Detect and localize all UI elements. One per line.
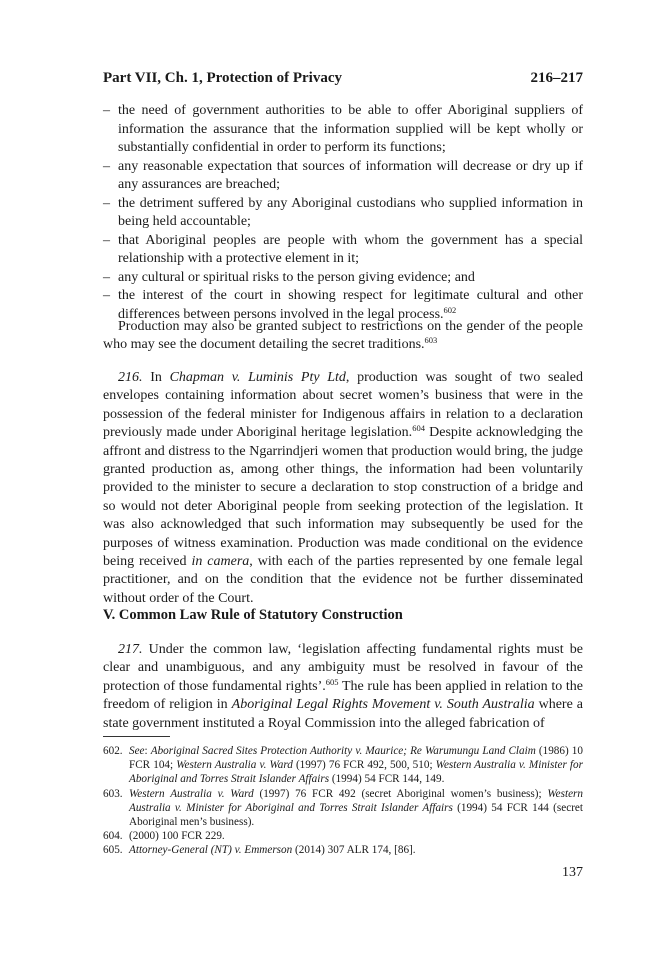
footnote-text: (2000) 100 FCR 229. xyxy=(129,830,225,843)
list-item xyxy=(103,102,583,158)
paragraph-text: , with each of the parties represented by one female legal practitioner, and on the condition that the evidence not be further disseminated without order of the Court. xyxy=(103,554,583,606)
factor-list xyxy=(103,102,583,324)
running-head-title: Part VII, Ch. 1, Protection of Privacy xyxy=(103,70,342,86)
case-name: Western Australia v. Minister for Aboriginal and Torres Strait Islander Affairs xyxy=(129,787,583,814)
footnote-604 xyxy=(103,829,583,843)
case-name: Western Australia v. Ward xyxy=(129,787,254,800)
footnote-text: : xyxy=(144,745,151,757)
footnotes xyxy=(103,744,583,858)
paragraph-number: 217. xyxy=(118,642,143,657)
footnote-text: (1994) 54 FCR 144 (secret Aboriginal men’s business). xyxy=(129,801,583,829)
footnote-separator xyxy=(103,736,170,737)
footnote-602 xyxy=(103,744,583,787)
paragraph-text: The rule has been applied in relation to the freedom of religion in xyxy=(103,678,584,713)
case-name: Aboriginal Legal Rights Movement v. South Australia xyxy=(231,697,535,713)
footnote-ref[interactable]: 603 xyxy=(424,335,438,346)
list-item-text: the detriment suffered by any Aboriginal custodians who supplied information in being held accountable; xyxy=(118,195,583,229)
list-dash: – xyxy=(103,288,110,303)
paragraph-text: Despite acknowledging the affront and distress to the Ngarrindjeri women that production would bring, the judge granted production as, among other things, the information had been voluntarily provided to the minister to secure a declaration to stop construction of a bridge and so would not deter Aboriginal people from seeking protection of the legislation. It was also acknowledged that such information may subsequently be used for the purposes of witness examination. Production was made conditional on the evidence being received xyxy=(103,425,583,570)
list-item xyxy=(103,195,583,232)
list-item-text: any cultural or spiritual risks to the person giving evidence; and xyxy=(118,269,475,285)
case-name: Western Australia v. Minister for Aboriginal and Torres Strait Islander Affairs xyxy=(129,759,583,786)
footnote-603 xyxy=(103,787,583,830)
running-head xyxy=(103,70,583,87)
footnote-ref[interactable]: 604 xyxy=(412,423,425,434)
footnote-number: 604. xyxy=(103,830,123,843)
list-item-text: the interest of the court in showing respect for legitimate cultural and other differences between persons involved in the legal process. xyxy=(118,288,583,322)
footnote-text: (1997) 76 FCR 492 (secret Aboriginal women’s business); xyxy=(253,787,548,800)
footnote-number: 605. xyxy=(103,844,123,857)
footnote-text: (1986) 10 FCR 104; xyxy=(129,745,583,772)
list-item-text: that Aboriginal peoples are people with whom the government has a special relationship with a protective element in it; xyxy=(118,232,583,266)
footnote-ref[interactable]: 605 xyxy=(325,676,339,687)
footnote-text: (2014) 307 ALR 174, [86]. xyxy=(292,844,416,857)
list-item xyxy=(103,232,583,269)
paragraph-text: where a state government instituted a Royal Commission into the alleged fabrication of xyxy=(103,697,583,731)
running-head-paragraphs: 216–217 xyxy=(530,70,583,86)
paragraph-text: , production was sought of two sealed envelopes containing information about secret women’s business that were in the possession of the federal minister for Indigenous affairs in relation to a declaration previously made under Aboriginal heritage legislation. xyxy=(103,370,583,441)
section-heading: V. Common Law Rule of Statutory Construction xyxy=(103,607,403,623)
footnote-605 xyxy=(103,843,583,857)
list-dash: – xyxy=(103,269,110,285)
list-dash: – xyxy=(103,232,110,248)
page-number: 137 xyxy=(562,865,583,880)
case-name: Attorney-General (NT) v. Emmerson xyxy=(129,844,293,857)
footnote-ref[interactable]: 602 xyxy=(443,304,457,315)
latin-term: in camera xyxy=(191,554,250,570)
footnote-text: (1994) 54 FCR 144, 149. xyxy=(329,773,445,786)
case-name: Aboriginal Sacred Sites Protection Authority v. Maurice; Re Warumungu Land Claim xyxy=(150,745,536,757)
list-item-text: any reasonable expectation that sources of information will decrease or dry up if any assurances are breached; xyxy=(118,158,583,192)
list-dash: – xyxy=(103,195,110,211)
footnote-number: 602. xyxy=(103,745,123,757)
list-dash: – xyxy=(103,103,110,118)
paragraph-text: In xyxy=(142,370,170,385)
footnote-text: (1997) 76 FCR 492, 500, 510; xyxy=(292,759,436,772)
paragraph-text: Production may also be granted subject to restrictions on the gender of the people who may see the document detailing the secret traditions. xyxy=(103,319,583,353)
paragraph-217 xyxy=(103,641,583,733)
list-item xyxy=(103,269,583,288)
paragraph-number: 216. xyxy=(118,370,143,385)
paragraph-216 xyxy=(103,369,583,608)
list-item xyxy=(103,158,583,195)
paragraph-production xyxy=(103,318,583,355)
footnote-number: 603. xyxy=(103,787,123,800)
list-dash: – xyxy=(103,158,110,174)
list-item-text: the need of government authorities to be able to offer Aboriginal suppliers of information the assurance that the information supplied will be kept wholly or substantially confidential in order to perform its functions; xyxy=(118,103,583,155)
case-name: Chapman v. Luminis Pty Ltd xyxy=(169,370,346,385)
case-name: Western Australia v. Ward xyxy=(176,759,293,772)
paragraph-text: Under the common law, ‘legislation affecting fundamental rights must be clear and unambiguous, and any ambiguity must be resolved in favour of the protection of those fundamental rights’. xyxy=(103,642,583,694)
signal: See xyxy=(129,745,145,757)
